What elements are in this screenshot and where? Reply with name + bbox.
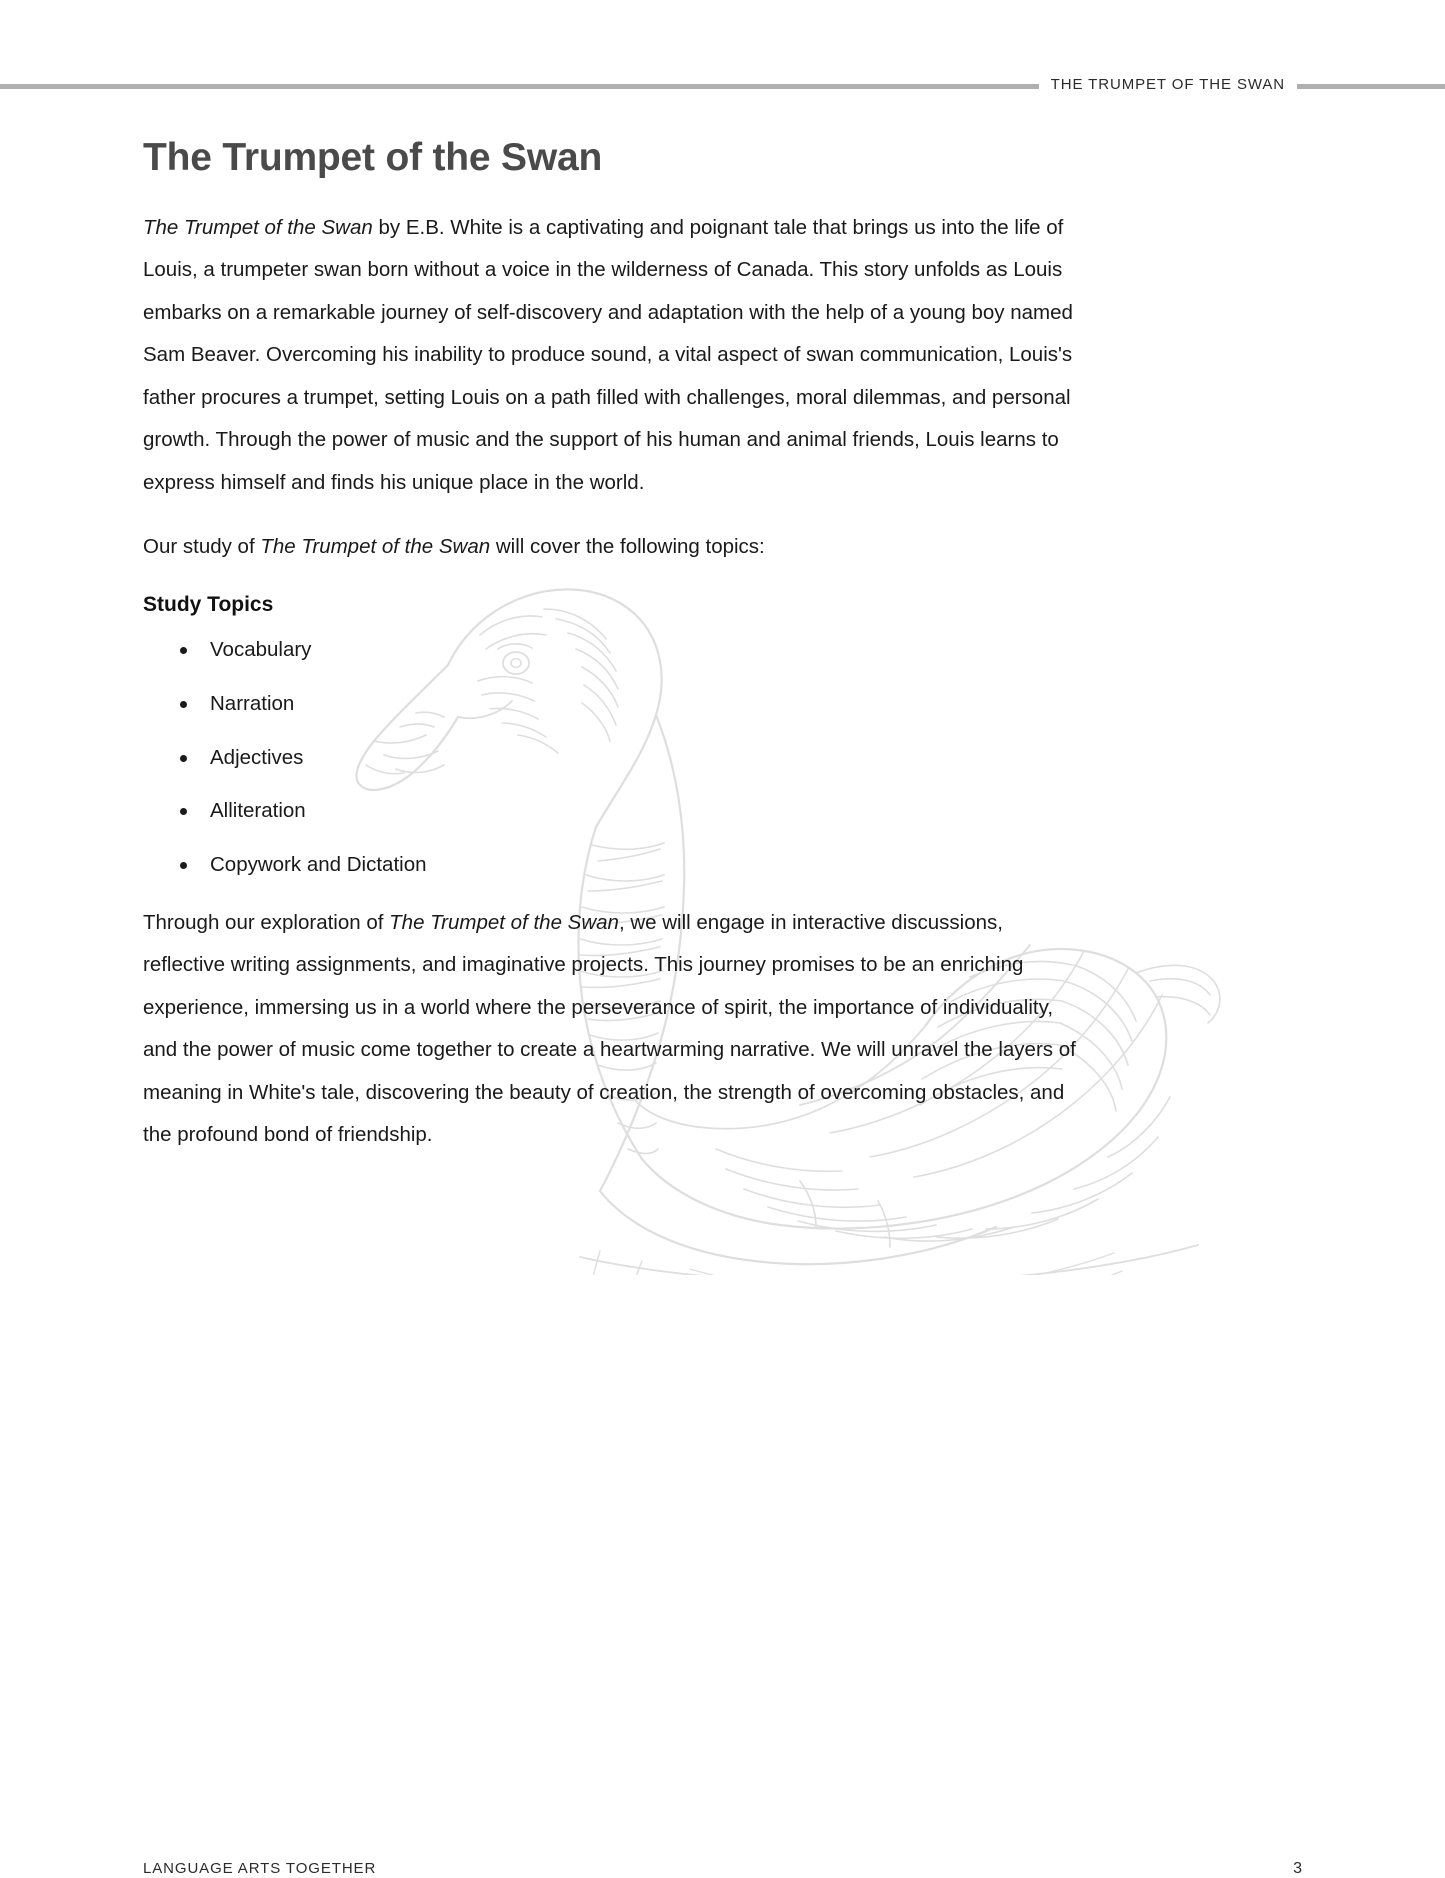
list-item	[143, 690, 1078, 719]
header-title: THE TRUMPET OF THE SWAN	[1050, 75, 1285, 93]
list-item	[143, 797, 1078, 826]
closing-after: , we will engage in interactive discussions, reflective writing assignments, and imaginative projects. This journey promises to be an enriching experience, immersing us in a world where the perseverance of spirit, the importance of individuality, and the power of music come together to create a heartwarming narrative. We will unravel the layers of meaning in White's tale, discovering the beauty of creation, the strength of overcoming obstacles, and the profound bond of friendship.	[143, 910, 1076, 1147]
closing-paragraph	[143, 902, 1078, 1157]
study-intro-paragraph	[143, 526, 1078, 569]
running-header	[0, 72, 1445, 96]
bullet-icon	[180, 701, 187, 708]
document-content	[143, 136, 1078, 1179]
book-title-italic: The Trumpet of the Swan	[143, 215, 373, 239]
list-item-label: Copywork and Dictation	[210, 852, 427, 876]
list-item-label: Narration	[210, 691, 295, 715]
study-intro-after: will cover the following topics:	[490, 535, 765, 559]
footer-publisher-label: LANGUAGE ARTS TOGETHER	[143, 1860, 377, 1877]
bullet-icon	[180, 647, 187, 654]
book-title-italic: The Trumpet of the Swan	[260, 535, 491, 559]
book-title-italic: The Trumpet of the Swan	[389, 910, 619, 934]
list-item	[143, 851, 1078, 880]
page-title: The Trumpet of the Swan	[143, 136, 603, 179]
bullet-icon	[180, 862, 187, 869]
bullet-icon	[180, 755, 187, 762]
list-item	[143, 744, 1078, 773]
header-rule-right	[1297, 84, 1445, 89]
study-topics-heading: Study Topics	[143, 592, 274, 616]
study-topics-list	[143, 636, 1078, 879]
running-footer	[143, 1860, 1302, 1878]
list-item-label: Adjectives	[210, 745, 304, 769]
closing-before: Through our exploration of	[143, 910, 390, 934]
intro-paragraph-text: by E.B. White is a captivating and poignant tale that brings us into the life of Louis, a trumpeter swan born without a voice in the wilderness of Canada. This story unfolds as Louis embarks on a remarkable journey of self-discovery and adaptation with the help of a young boy named Sam Beaver. Overcoming his inability to produce sound, a vital aspect of swan communication, Louis's father procures a trumpet, setting Louis on a path filled with challenges, moral dilemmas, and personal growth. Through the power of music and the support of his human and animal friends, Louis learns to express himself and finds his unique place in the world.	[143, 215, 1073, 494]
page-number: 3	[1293, 1860, 1302, 1877]
header-rule-left	[0, 84, 1039, 89]
bullet-icon	[180, 808, 187, 815]
study-intro-before: Our study of	[143, 535, 261, 559]
list-item-label: Alliteration	[210, 799, 306, 823]
intro-paragraph	[143, 207, 1078, 505]
list-item-label: Vocabulary	[210, 638, 312, 662]
list-item	[143, 636, 1078, 665]
